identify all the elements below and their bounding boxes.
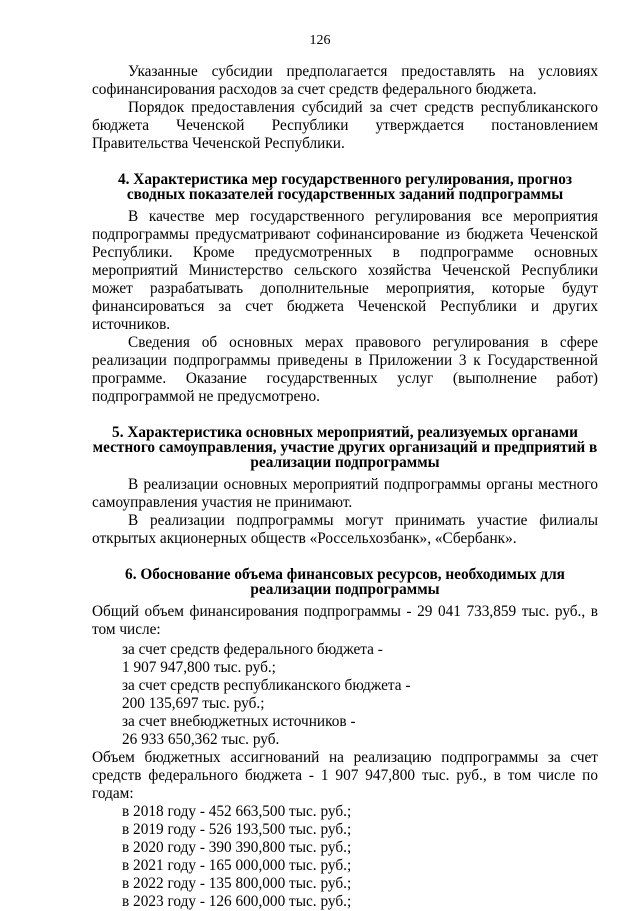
list-item: в 2023 году - 126 600,000 тыс. руб.; bbox=[122, 893, 352, 910]
paragraph: В реализации подпрограммы могут принимать участие филиалы открытых акционерных обществ «Россельхозбанк», «Сбербанк». bbox=[92, 512, 598, 547]
list-item: за счет средств федерального бюджета - bbox=[122, 641, 383, 658]
list-item: в 2019 году - 526 193,500 тыс. руб.; bbox=[122, 821, 352, 838]
list-item: за счет средств республиканского бюджета - bbox=[122, 677, 411, 694]
section-4-heading: 4. Характеристика мер государственного регулирования, прогноз сводных показателей государственных заданий подпрограммы bbox=[117, 171, 572, 203]
section-5-heading: 5. Характеристика основных мероприятий, реализуемых органами местного самоуправления, участие других организаций и предприятий в реализации подпрограммы bbox=[92, 424, 598, 471]
section-6-heading: 6. Обоснование объема финансовых ресурсов, необходимых для реализации подпрограммы bbox=[125, 566, 565, 598]
paragraph: В качестве мер государственного регулирования все мероприятия подпрограммы предусматривают софинансирование из бюджета Чеченской Республики. Кроме предусмотренных в подпрограмме основных мероприятий Министерство сельского хозяйства Чеченской Республики может разрабатывать дополнительные мероприятия, которые будут финансироваться за счет бюджета Чеченской Республики и других источников. bbox=[92, 208, 598, 333]
list-item: в 2021 году - 165 000,000 тыс. руб.; bbox=[122, 857, 352, 874]
document-body bbox=[92, 63, 598, 911]
yearly-funding-list bbox=[92, 803, 598, 911]
page-number: 126 bbox=[309, 33, 331, 48]
paragraph-federal: Объем бюджетных ассигнований на реализацию подпрограммы за счет средств федерального бюджета - 1 907 947,800 тыс. руб., в том числе по годам: bbox=[92, 749, 598, 802]
paragraph: В реализации основных мероприятий подпрограммы органы местного самоуправления участия не принимают. bbox=[92, 476, 598, 511]
paragraph: Порядок предоставления субсидий за счет средств республиканского бюджета Чеченской Республики утверждается постановлением Правительства Чеченской Республики. bbox=[92, 99, 598, 152]
list-item: в 2022 году - 135 800,000 тыс. руб.; bbox=[122, 875, 352, 892]
list-item: 26 933 650,362 тыс. руб. bbox=[122, 731, 280, 748]
list-item: 1 907 947,800 тыс. руб.; bbox=[122, 659, 276, 676]
paragraph: Указанные субсидии предполагается предоставлять на условиях софинансирования расходов за счет средств федерального бюджета. bbox=[92, 63, 598, 98]
paragraph-total: Общий объем финансирования подпрограммы - 29 041 733,859 тыс. руб., в том числе: bbox=[92, 603, 598, 638]
list-item: за счет внебюджетных источников - bbox=[122, 713, 356, 730]
funding-sources-list bbox=[92, 641, 598, 749]
list-item: в 2020 году - 390 390,800 тыс. руб.; bbox=[122, 839, 352, 856]
list-item: 200 135,697 тыс. руб.; bbox=[122, 695, 265, 712]
list-item: в 2018 году - 452 663,500 тыс. руб.; bbox=[122, 803, 352, 820]
paragraph: Сведения об основных мерах правового регулирования в сфере реализации подпрограммы приведены в Приложении 3 к Государственной программе. Оказание государственных услуг (выполнение работ) подпрограммой не предусмотрено. bbox=[92, 334, 598, 405]
